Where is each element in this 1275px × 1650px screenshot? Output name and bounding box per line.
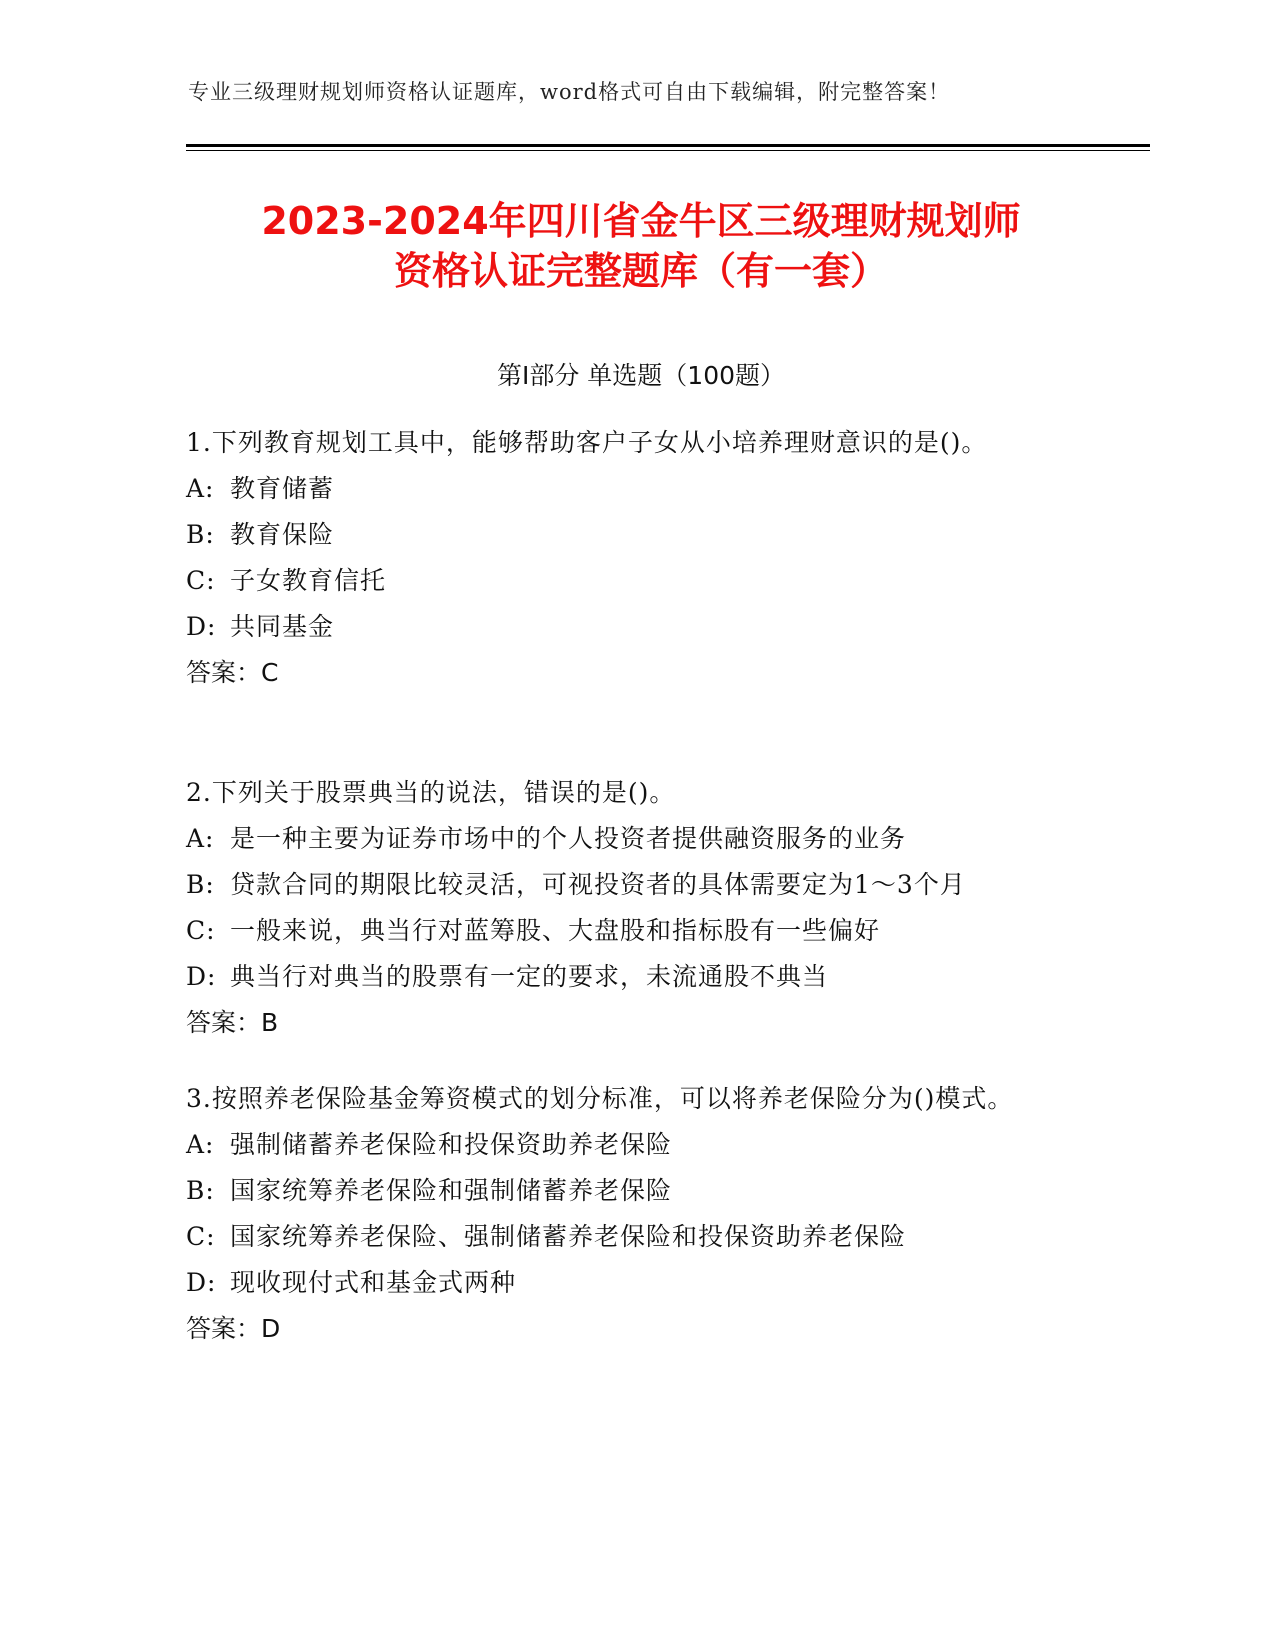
question-option-d [186, 954, 1066, 1000]
question-stem: 1.下列教育规划工具中，能够帮助客户子女从小培养理财意识的是()。 [186, 428, 988, 457]
question-option-c [186, 908, 1066, 954]
option-label: B: [186, 870, 215, 899]
option-text: 国家统筹养老保险和强制储蓄养老保险 [230, 1176, 673, 1205]
option-text: 共同基金 [230, 612, 335, 641]
question-option-a [186, 1122, 1066, 1168]
option-label: D: [186, 1268, 217, 1297]
header-divider-thick [186, 144, 1150, 147]
header-note: 专业三级理财规划师资格认证题库，word格式可自由下载编辑，附完整答案！ [188, 80, 951, 104]
question-stem: 2.下列关于股票典当的说法，错误的是()。 [186, 778, 676, 807]
question-option-d [186, 604, 1066, 650]
question-stem: 3.按照养老保险基金筹资模式的划分标准，可以将养老保险分为()模式。 [186, 1084, 1014, 1113]
option-text: 现收现付式和基金式两种 [230, 1268, 517, 1297]
question-option-b [186, 862, 1066, 908]
option-text: 贷款合同的期限比较灵活，可视投资者的具体需要定为1～3个月 [230, 870, 966, 899]
option-text: 典当行对典当的股票有一定的要求，未流通股不典当 [230, 962, 829, 991]
question-answer: 答案：C [186, 658, 279, 687]
option-label: D: [186, 612, 217, 641]
option-label: C: [186, 1222, 216, 1251]
question-option-b [186, 1168, 1066, 1214]
option-text: 是一种主要为证券市场中的个人投资者提供融资服务的业务 [230, 824, 907, 853]
option-text: 一般来说，典当行对蓝筹股、大盘股和指标股有一些偏好 [230, 916, 881, 945]
question-option-c [186, 1214, 1066, 1260]
section-title: 第Ⅰ部分 单选题（100题） [496, 361, 786, 390]
option-label: A: [186, 474, 215, 503]
question-option-a [186, 816, 1066, 862]
option-label: A: [186, 1130, 215, 1159]
option-label: A: [186, 824, 215, 853]
option-text: 强制储蓄养老保险和投保资助养老保险 [230, 1130, 673, 1159]
question-answer: 答案：D [186, 1314, 281, 1343]
question-answer: 答案：B [186, 1008, 279, 1037]
option-text: 国家统筹养老保险、强制储蓄养老保险和投保资助养老保险 [230, 1222, 907, 1251]
option-text: 教育保险 [230, 520, 335, 549]
option-text: 教育储蓄 [230, 474, 335, 503]
option-label: C: [186, 566, 216, 595]
option-label: B: [186, 1176, 215, 1205]
document-title-line-2: 资格认证完整题库（有一套） [393, 249, 888, 293]
header-divider-thin [186, 150, 1150, 151]
option-label: B: [186, 520, 215, 549]
question-option-b [186, 512, 1066, 558]
question-option-d [186, 1260, 1066, 1306]
question-option-c [186, 558, 1066, 604]
option-label: C: [186, 916, 216, 945]
option-text: 子女教育信托 [230, 566, 387, 595]
option-label: D: [186, 962, 217, 991]
document-title-line-1: 2023-2024年四川省金牛区三级理财规划师 [261, 199, 1021, 243]
question-option-a [186, 466, 1066, 512]
question-1 [186, 420, 1066, 696]
question-3 [186, 1076, 1066, 1352]
document-title [186, 196, 1096, 296]
question-2 [186, 770, 1066, 1046]
